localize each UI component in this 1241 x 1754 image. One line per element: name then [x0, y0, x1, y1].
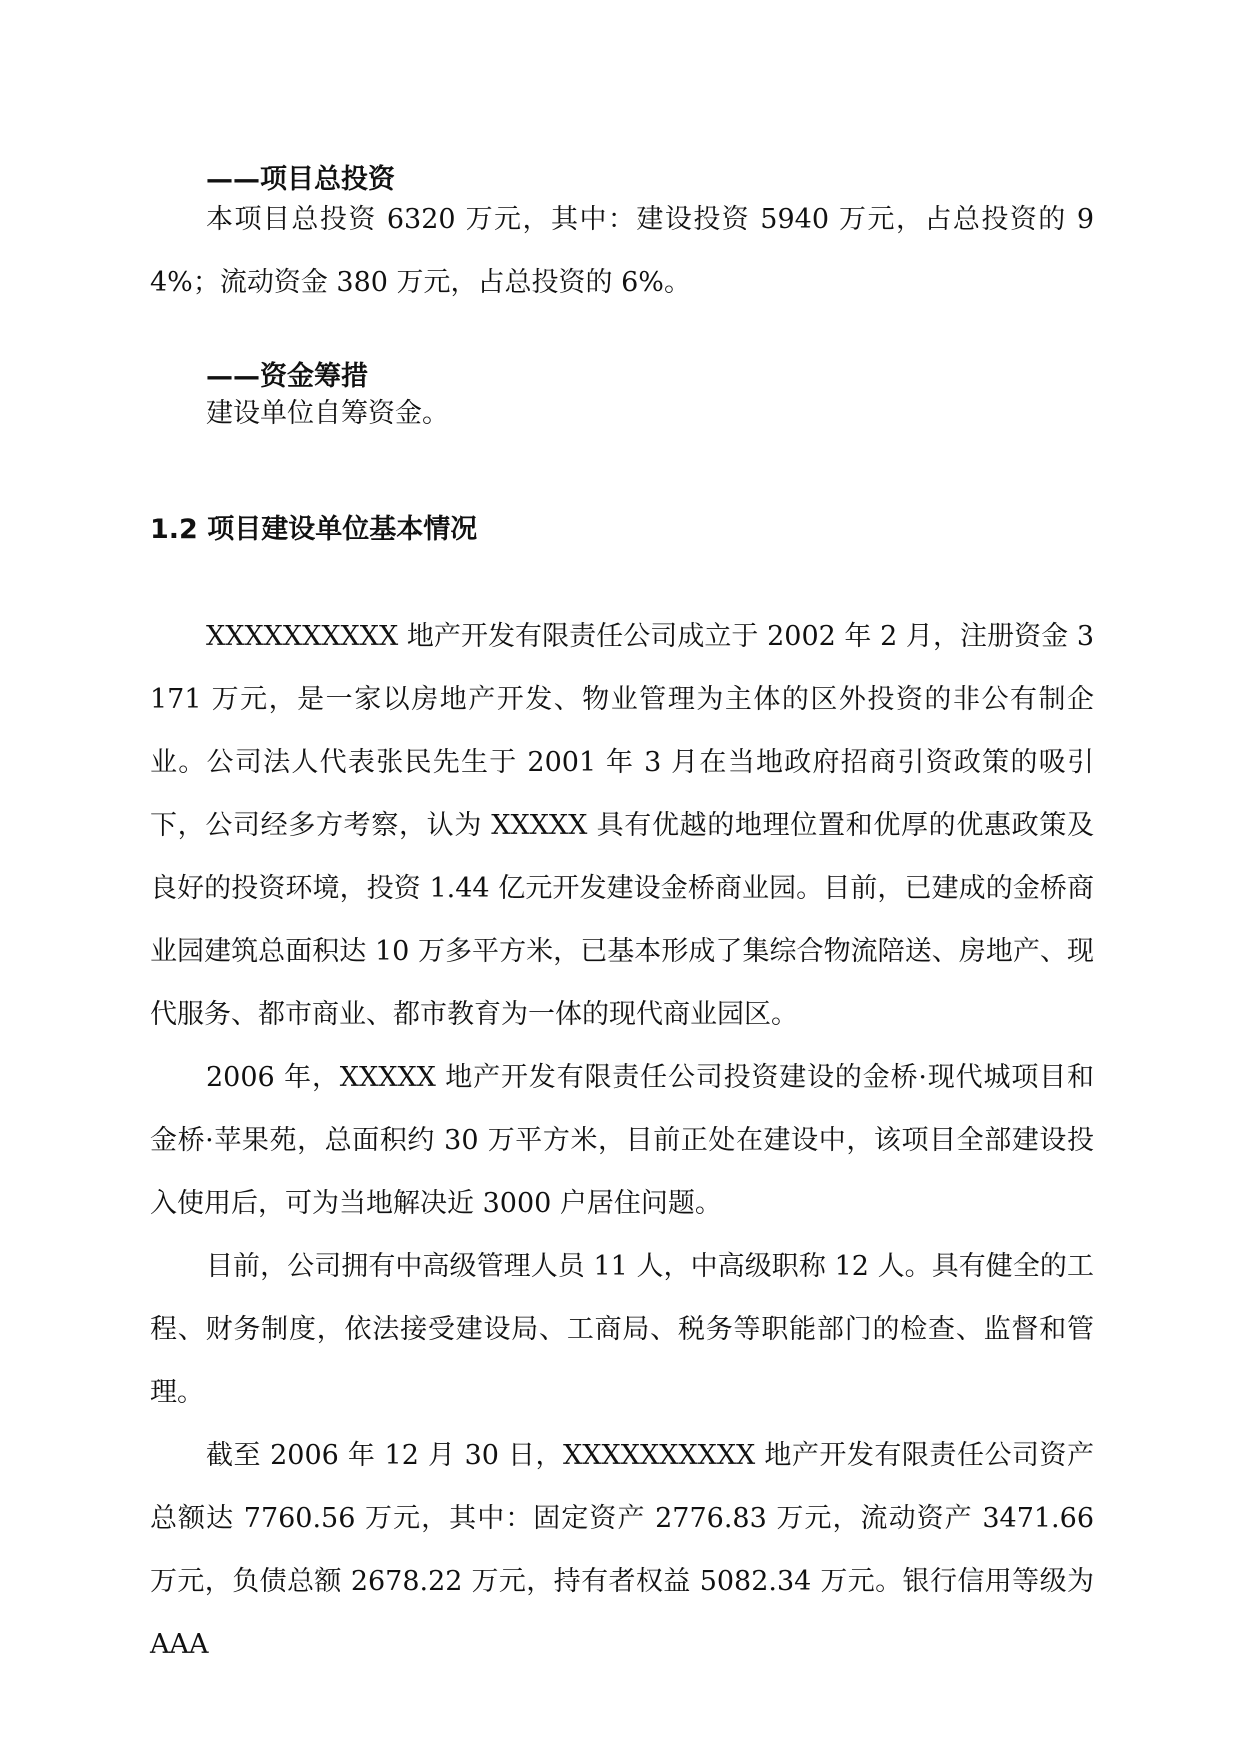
company-profile-paragraph: XXXXXXXXXX 地产开发有限责任公司成立于 2002 年 2 月，注册资金 3171 万元，是一家以房地产开发、物业管理为主体的区外投资的非公有制企业。公司法人代表张民先生于 2001 年 3 月在当地政府招商引资政策的吸引下，公司经多方考察，认为 XXXXX 具有优越的地理位置和优厚的优惠政策及良好的投资环境，投资 1.44 亿元开发建设金桥商业园。目前，已建成的金桥商业园建筑总面积达 10 万多平方米，已基本形成了集综合物流陪送、房地产、现代服务、都市商业、都市教育为一体的现代商业园区。: [150, 621, 1094, 1030]
project-paragraph: 2006 年，XXXXX 地产开发有限责任公司投资建设的金桥·现代城项目和金桥·苹果苑，总面积约 30 万平方米，目前正处在建设中，该项目全部建设投入使用后，可为当地解决近 3000 户居住问题。: [150, 1062, 1094, 1219]
funding-heading: ——资金筹措: [206, 361, 368, 392]
staff-paragraph: 目前，公司拥有中高级管理人员 11 人，中高级职称 12 人。具有健全的工程、财务制度，依法接受建设局、工商局、税务等职能部门的检查、监督和管理。: [150, 1251, 1094, 1408]
funding-paragraph: 建设单位自筹资金。: [206, 398, 449, 429]
assets-paragraph: 截至 2006 年 12 月 30 日，XXXXXXXXXX 地产开发有限责任公司资产总额达 7760.56 万元，其中：固定资产 2776.83 万元，流动资产 3471.66 万元，负债总额 2678.22 万元，持有者权益 5082.34 万元。银行信用等级为 AAA: [150, 1440, 1094, 1660]
section-title: 1.2 项目建设单位基本情况: [150, 514, 478, 545]
investment-paragraph: 本项目总投资 6320 万元，其中：建设投资 5940 万元，占总投资的 94%；流动资金 380 万元，占总投资的 6%。: [150, 204, 1094, 298]
investment-heading: ——项目总投资: [206, 164, 395, 195]
